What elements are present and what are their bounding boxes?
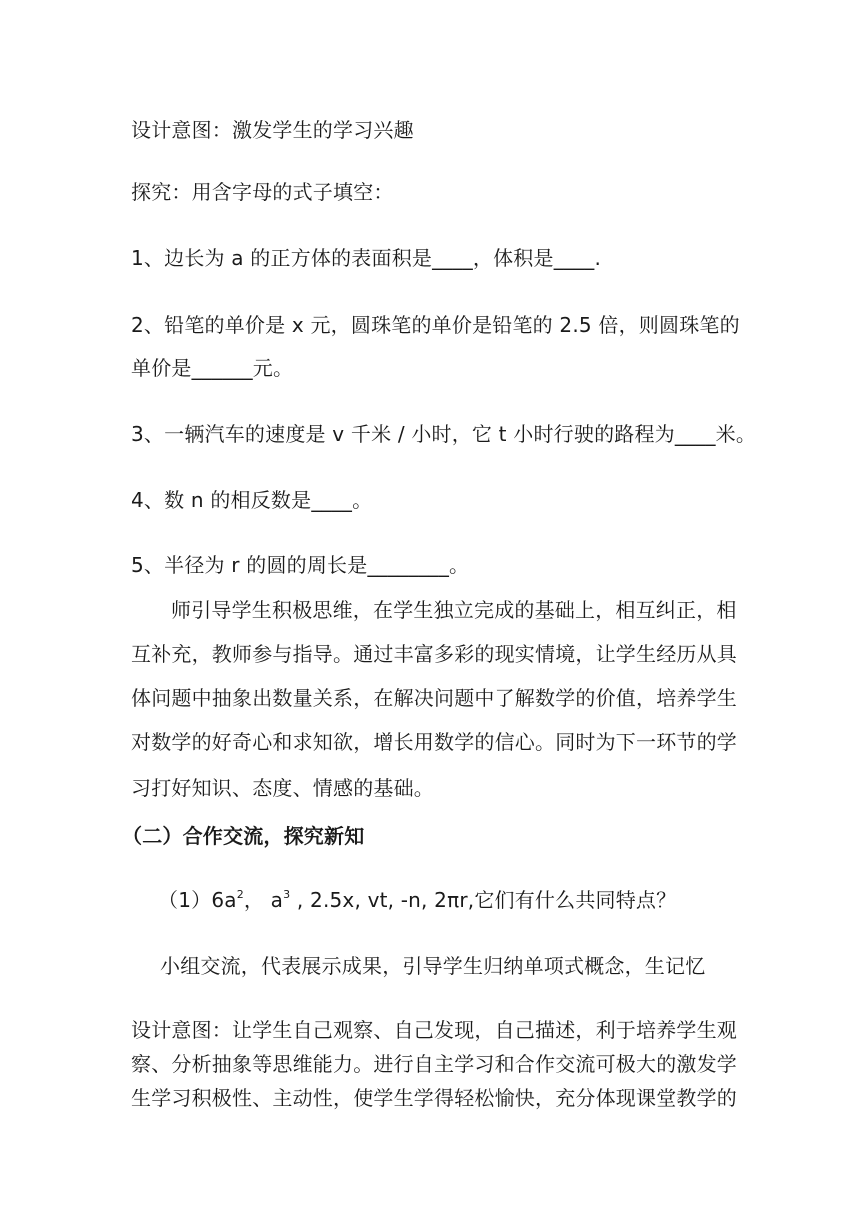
paragraph-line-4: 对数学的好奇心和求知欲，增长用数学的信心。同时为下一环节的学 xyxy=(131,730,737,754)
question-5: 5、半径为 r 的圆的周长是________。 xyxy=(131,553,470,577)
paragraph-line-2: 互补充，教师参与指导。通过丰富多彩的现实情境，让学生经历从具 xyxy=(131,642,737,666)
question-2-line-1: 2、铅笔的单价是 x 元，圆珠笔的单价是铅笔的 2.5 倍，则圆珠笔的 xyxy=(131,313,740,337)
formula-rest: , 2.5x, vt, -n, 2πr,它们有什么共同特点？ xyxy=(290,888,677,912)
question-2-line-2: 单价是______元。 xyxy=(131,356,294,380)
explore-heading: 探究：用含字母的式子填空： xyxy=(131,180,394,204)
formula-mid: ， a xyxy=(243,888,284,912)
formula-line xyxy=(158,888,676,912)
paragraph-line-1: 师引导学生积极思维，在学生独立完成的基础上，相互纠正，相 xyxy=(171,598,737,622)
group-exchange-line: 小组交流，代表展示成果，引导学生归纳单项式概念，生记忆 xyxy=(160,954,706,978)
formula-prefix: （1）6a xyxy=(158,888,237,912)
formula-sup-2: 3 xyxy=(283,888,291,901)
design-intent-2-line-3: 生学习积极性、主动性，使学生学得轻松愉快，充分体现课堂教学的 xyxy=(131,1086,737,1110)
design-intent-line: 设计意图：激发学生的学习兴趣 xyxy=(131,118,414,142)
design-intent-2-line-1: 设计意图：让学生自己观察、自己发现，自己描述，利于培养学生观 xyxy=(131,1018,737,1042)
question-3: 3、一辆汽车的速度是 v 千米 / 小时，它 t 小时行驶的路程为____米。 xyxy=(131,422,757,446)
formula-sup-1: 2 xyxy=(236,888,244,901)
question-4: 4、数 n 的相反数是____。 xyxy=(131,488,373,512)
question-1: 1、边长为 a 的正方体的表面积是____，体积是____. xyxy=(131,246,602,270)
paragraph-line-3: 体问题中抽象出数量关系，在解决问题中了解数学的价值，培养学生 xyxy=(131,686,737,710)
section-heading: （二）合作交流，探究新知 xyxy=(122,824,365,848)
paragraph-line-5: 习打好知识、态度、情感的基础。 xyxy=(131,776,434,800)
design-intent-2-line-2: 察、分析抽象等思维能力。进行自主学习和合作交流可极大的激发学 xyxy=(131,1052,737,1076)
